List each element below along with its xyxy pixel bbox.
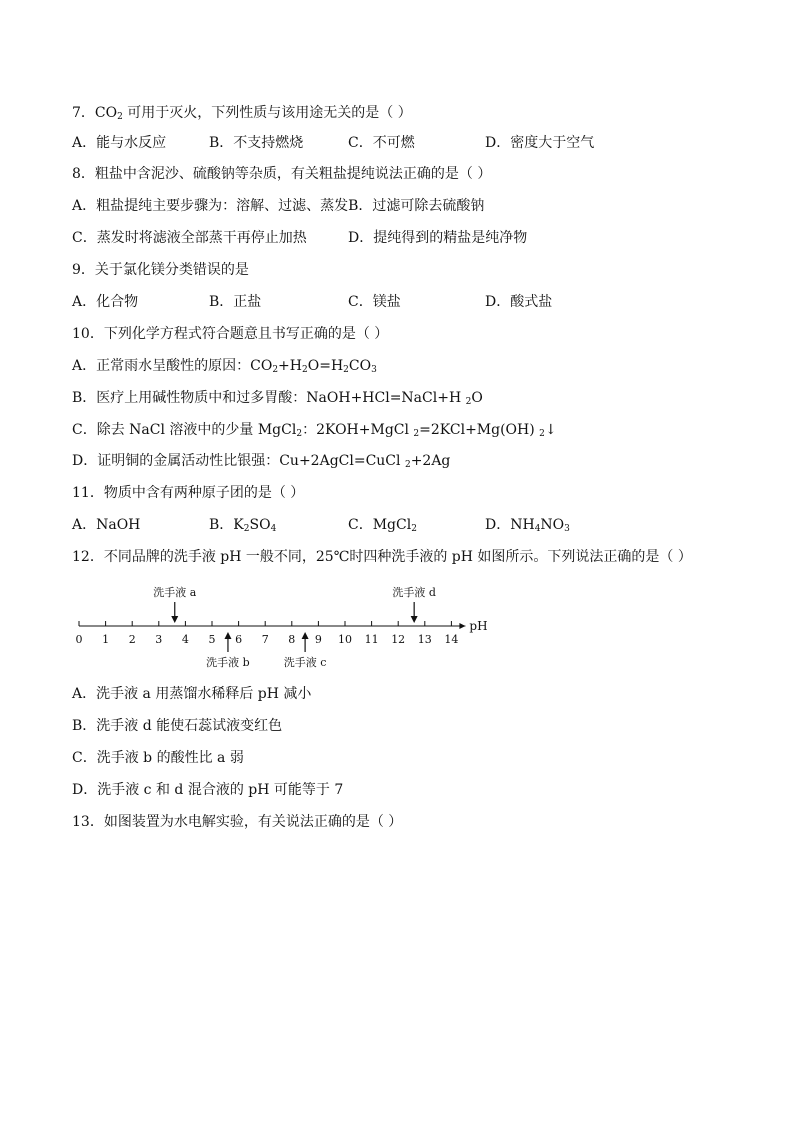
down-arrow-icon xyxy=(411,616,418,623)
up-arrow-icon xyxy=(224,632,231,639)
ph-tick-label: 3 xyxy=(155,633,163,646)
ph-scale-figure xyxy=(72,582,502,674)
marker-label: 洗手液 d xyxy=(392,586,436,599)
q10-option-b: B．医疗上用碱性物质中和过多胃酸：NaOH+HCl=NaCl+H $_2$O xyxy=(72,390,483,407)
ph-tick-label: 11 xyxy=(364,633,379,646)
q13-stem: 13．如图装置为水电解实验，有关说法正确的是（ ） xyxy=(72,814,403,830)
ph-scale-layer xyxy=(76,585,488,669)
q12-option-a: A．洗手液 a 用蒸馏水稀释后 pH 减小 xyxy=(72,686,312,702)
q7-stem: 7．$CO_2$ 可用于灭火，下列性质与该用途无关的是（ ） xyxy=(72,105,412,122)
q7-option-d: D．密度大于空气 xyxy=(485,135,595,151)
q11-options xyxy=(72,516,732,534)
q8-option-c: C．蒸发时将滤液全部蒸干再停止加热 xyxy=(72,230,307,246)
q8-option-ab: A．粗盐提纯主要步骤为：溶解、过滤、蒸发B．过滤可除去硫酸钠 xyxy=(72,198,485,214)
q9-stem: 9．关于氯化镁分类错误的是 xyxy=(72,262,249,278)
up-arrow-icon xyxy=(302,632,309,639)
q12-stem: 12．不同品牌的洗手液 pH 一般不同，25℃时四种洗手液的 pH 如图所示。下列说法正确的是（ ） xyxy=(72,549,692,565)
ph-tick-label: 6 xyxy=(235,633,243,646)
q8-option-d: D．提纯得到的精盐是纯净物 xyxy=(348,230,528,246)
q9-option-d: D．酸式盐 xyxy=(485,294,553,310)
ph-tick-label: 13 xyxy=(417,633,432,646)
ph-unit-label: pH xyxy=(469,619,488,633)
q10-option-c: C．除去 NaCl 溶液中的少量 MgCl$_2$：2KOH+MgCl $_2$=2KCl+Mg(OH) $_2$↓ xyxy=(72,422,557,439)
q8-options-cd xyxy=(72,229,732,247)
q10-stem: 10．下列化学方程式符合题意且书写正确的是（ ） xyxy=(72,326,389,342)
q11-option-b: B．$K_2SO_4$ xyxy=(209,517,277,534)
marker-label: 洗手液 a xyxy=(153,586,197,599)
q12-option-b: B．洗手液 d 能使石蕊试液变红色 xyxy=(72,718,283,734)
q7-options xyxy=(72,134,732,152)
q7-option-c: C．不可燃 xyxy=(348,135,415,151)
q11-option-c: C．MgCl$_2$ xyxy=(348,517,417,534)
q9-option-c: C．镁盐 xyxy=(348,294,401,310)
marker-label: 洗手液 b xyxy=(206,656,250,669)
q9-options xyxy=(72,293,732,311)
ph-axis-arrowhead xyxy=(459,623,465,629)
q9-option-b: B．正盐 xyxy=(209,294,262,310)
ph-tick-label: 12 xyxy=(391,633,406,646)
ph-tick-label: 8 xyxy=(288,633,296,646)
marker-label: 洗手液 c xyxy=(283,656,327,669)
q11-option-a: A．NaOH xyxy=(72,517,141,533)
q12-option-d: D．洗手液 c 和 d 混合液的 pH 可能等于 7 xyxy=(72,782,344,798)
ph-tick-label: 14 xyxy=(444,633,459,646)
ph-tick-label: 5 xyxy=(208,633,216,646)
ph-tick-label: 0 xyxy=(75,633,83,646)
q9-option-a: A．化合物 xyxy=(72,294,139,310)
q10-option-d: D．证明铜的金属活动性比银强：Cu+2AgCl=CuCl $_2$+2Ag xyxy=(72,453,451,470)
down-arrow-icon xyxy=(171,616,178,623)
q11-option-d: D．$NH_4NO_3$ xyxy=(485,517,570,534)
ph-tick-label: 2 xyxy=(128,633,136,646)
q7-option-b: B．不支持燃烧 xyxy=(209,135,304,151)
q10-option-a: A．正常雨水呈酸性的原因：$CO_2+H_2O=H_2CO_3$ xyxy=(72,358,377,375)
ph-tick-label: 4 xyxy=(181,633,189,646)
q8-stem: 8．粗盐中含泥沙、硫酸钠等杂质，有关粗盐提纯说法正确的是（ ） xyxy=(72,166,492,182)
q11-stem: 11．物质中含有两种原子团的是（ ） xyxy=(72,485,305,501)
ph-tick-label: 10 xyxy=(338,633,352,646)
ph-tick-label: 9 xyxy=(314,633,322,646)
q7-option-a: A．能与水反应 xyxy=(72,135,167,151)
q12-option-c: C．洗手液 b 的酸性比 a 弱 xyxy=(72,750,244,766)
ph-tick-label: 7 xyxy=(261,633,269,646)
ph-tick-label: 1 xyxy=(102,633,110,646)
